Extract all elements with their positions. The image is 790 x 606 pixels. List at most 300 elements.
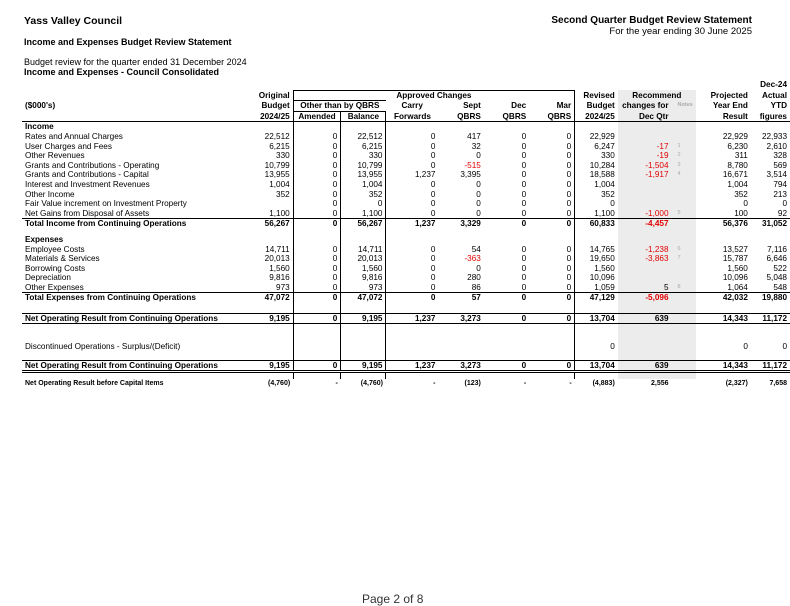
cell-proj: 14,343 xyxy=(696,360,751,372)
table-row xyxy=(22,264,790,274)
cell-act: 5,048 xyxy=(766,273,787,283)
cell-mar: 0 xyxy=(529,219,574,229)
cell-sept: 280 xyxy=(467,273,481,283)
cell-mar xyxy=(529,342,574,352)
header-row-4 xyxy=(22,111,790,122)
cell-cf: 0 xyxy=(386,161,438,171)
cell-mar: 0 xyxy=(529,360,574,372)
cell-note xyxy=(672,293,696,303)
cell-proj: 15,787 xyxy=(722,254,748,264)
recommend-header-2: changes for xyxy=(618,101,672,112)
cell-proj: (2,327) xyxy=(725,380,748,388)
cell-rec xyxy=(618,190,672,200)
cell-mar: 0 xyxy=(529,180,574,190)
cell-rev: 14,765 xyxy=(589,244,615,254)
cell-rev: 1,004 xyxy=(594,179,615,189)
cell-mar: 0 xyxy=(529,142,574,152)
cell-rev: 1,100 xyxy=(594,208,615,218)
cell-sept: 0 xyxy=(476,208,481,218)
cell-note: 1 xyxy=(672,142,696,152)
cell-act: 11,172 xyxy=(751,360,790,372)
cell-orig: 973 xyxy=(276,282,290,292)
cell-note xyxy=(672,379,696,389)
table-row xyxy=(22,180,790,190)
cell-mar: 0 xyxy=(529,199,574,209)
cell-dec: 0 xyxy=(521,179,527,189)
header-row-2 xyxy=(22,90,790,101)
cell-orig: 56,267 xyxy=(246,219,293,229)
cell-rev: 1,560 xyxy=(594,263,615,273)
actual-header: Actual xyxy=(761,90,787,100)
cell-cf: 0 xyxy=(386,293,438,303)
cell-note: 5 xyxy=(672,209,696,219)
cell-cf: 1,237 xyxy=(386,219,438,229)
cell-orig: 9,195 xyxy=(246,360,293,372)
cell-sept xyxy=(438,342,483,352)
row-label: Discontinued Operations - Surplus/(Deficit) xyxy=(25,342,181,352)
row-label: Net Operating Result from Continuing Operations xyxy=(22,313,246,324)
mar-header-2: QBRS xyxy=(529,111,574,122)
cell-rev: 60,833 xyxy=(575,219,618,229)
cell-act: 0 xyxy=(782,199,787,209)
cell-orig: 22,512 xyxy=(264,131,290,141)
cell-dec: 0 xyxy=(521,131,527,141)
cell-cf: 0 xyxy=(386,180,438,190)
cell-note xyxy=(672,273,696,283)
table-row xyxy=(22,254,790,264)
cell-amend xyxy=(293,342,341,352)
table-row xyxy=(22,209,790,219)
revised-header-3: 2024/25 xyxy=(575,111,618,122)
original-header-2: Budget xyxy=(261,101,290,111)
cell-bal: 9,195 xyxy=(341,313,386,324)
cell-proj: 1,064 xyxy=(727,282,748,292)
cell-sept: 3,273 xyxy=(438,313,483,324)
cell-act: 213 xyxy=(773,189,787,199)
cell-rec xyxy=(618,199,672,209)
year-ending: For the year ending 30 June 2025 xyxy=(609,26,752,37)
cell-orig: 1,100 xyxy=(269,208,290,218)
cell-rev: 13,704 xyxy=(575,360,618,372)
table-row xyxy=(22,151,790,161)
cell-act: 6,646 xyxy=(766,254,787,264)
cell-sept: 3,329 xyxy=(438,219,483,229)
review-period: Budget review for the quarter ended 31 December 2024 xyxy=(24,57,247,67)
revised-header-2: Budget xyxy=(586,101,615,111)
cell-sept: 57 xyxy=(438,293,483,303)
dec-header-2: QBRS xyxy=(484,111,529,122)
cell-note xyxy=(672,313,696,324)
cell-note xyxy=(672,180,696,190)
cell-orig: 352 xyxy=(276,189,290,199)
cell-sept: 417 xyxy=(467,131,481,141)
amended-header: Amended xyxy=(293,111,341,122)
cell-mar: 0 xyxy=(529,283,574,293)
cell-proj: 0 xyxy=(743,199,748,209)
mar-header: Mar xyxy=(529,101,574,112)
row-label: Other Income xyxy=(25,189,75,199)
cell-mar: 0 xyxy=(529,132,574,142)
cell-act: 3,514 xyxy=(766,170,787,180)
table-row xyxy=(22,161,790,171)
cell-proj: 10,096 xyxy=(722,273,748,283)
cell-bal: 14,711 xyxy=(341,245,386,255)
row-label: Interest and Investment Revenues xyxy=(25,179,150,189)
cell-rec: 5 xyxy=(618,283,672,293)
cell-proj: 13,527 xyxy=(722,244,748,254)
row-label: Net Gains from Disposal of Assets xyxy=(25,208,150,218)
cell-orig: 20,013 xyxy=(264,254,290,264)
cell-amend: 0 xyxy=(293,142,341,152)
cell-note: 2 xyxy=(672,151,696,161)
table-row xyxy=(22,190,790,200)
cell-amend: 0 xyxy=(293,132,341,142)
cell-proj: 0 xyxy=(743,342,748,352)
cell-amend: 0 xyxy=(293,293,341,303)
cell-cf: 0 xyxy=(386,254,438,264)
cell-dec: 0 xyxy=(521,254,527,264)
cell-cf: 0 xyxy=(386,283,438,293)
cell-orig: 330 xyxy=(276,151,290,161)
cell-dec: 0 xyxy=(521,282,527,292)
statement-title: Income and Expenses Budget Review Statement xyxy=(24,37,232,47)
cell-rec: -1,504 xyxy=(618,161,672,171)
cell-mar: 0 xyxy=(529,151,574,161)
cell-act: 7,658 xyxy=(769,380,787,388)
cell-act: 328 xyxy=(773,151,787,161)
header-row-3 xyxy=(22,101,790,112)
cell-rec: -1,000 xyxy=(618,209,672,219)
table-row xyxy=(22,283,790,293)
cell-rev: 47,129 xyxy=(575,293,618,303)
cell-orig: 10,799 xyxy=(264,160,290,170)
section-heading: Income xyxy=(25,122,54,132)
total-expenses-row xyxy=(22,293,790,303)
cell-cf: 0 xyxy=(386,264,438,274)
projected-header: Projected xyxy=(710,90,748,100)
cell-dec: 0 xyxy=(484,360,529,372)
actual-header-3: figures xyxy=(751,111,790,122)
cell-note: 3 xyxy=(672,161,696,171)
cell-rec: -17 xyxy=(618,142,672,152)
cell-rec: 639 xyxy=(618,313,672,324)
cell-rev: 13,704 xyxy=(575,313,618,324)
cell-bal: 1,560 xyxy=(341,264,386,274)
cell-amend: 0 xyxy=(293,151,341,161)
cell-cf: 0 xyxy=(386,273,438,283)
carry-header: Carry xyxy=(401,101,423,111)
recommend-header-3: Dec Qtr xyxy=(618,111,672,122)
cell-act: 22,933 xyxy=(761,131,787,141)
cell-act: 569 xyxy=(773,160,787,170)
cell-orig: 9,816 xyxy=(269,273,290,283)
cell-sept: -515 xyxy=(464,160,481,170)
table-row xyxy=(22,199,790,209)
cell-dec: 0 xyxy=(521,244,527,254)
cell-sept: 0 xyxy=(476,179,481,189)
cell-cf: - xyxy=(433,380,436,388)
cell-bal: 20,013 xyxy=(341,254,386,264)
cell-act: 794 xyxy=(773,179,787,189)
row-label: Total Expenses from Continuing Operations xyxy=(22,293,246,303)
cell-sept: 0 xyxy=(476,199,481,209)
cell-orig: 1,004 xyxy=(269,179,290,189)
cell-orig: 47,072 xyxy=(246,293,293,303)
cell-act: 11,172 xyxy=(751,313,790,324)
cell-dec: 0 xyxy=(521,160,527,170)
cell-bal: 330 xyxy=(341,151,386,161)
cell-sept: -363 xyxy=(464,254,481,264)
net-result-row xyxy=(22,313,790,324)
cell-bal: 9,816 xyxy=(341,273,386,283)
cell-orig xyxy=(246,342,293,352)
cell-act: 19,880 xyxy=(751,293,790,303)
cell-amend: 0 xyxy=(293,199,341,209)
cell-dec: 0 xyxy=(521,170,527,180)
cell-amend: 0 xyxy=(293,254,341,264)
approved-changes-header: Approved Changes xyxy=(293,90,574,101)
cell-mar: 0 xyxy=(529,313,574,324)
cell-sept: 32 xyxy=(471,141,481,151)
cell-sept: (123) xyxy=(464,380,481,388)
page-footer: Page 2 of 8 xyxy=(362,592,424,606)
cell-cf: 0 xyxy=(386,245,438,255)
cell-dec: - xyxy=(523,380,527,388)
cell-rev: 6,247 xyxy=(594,141,615,151)
cell-bal: 13,955 xyxy=(341,170,386,180)
cell-act: 548 xyxy=(773,282,787,292)
original-header: Original xyxy=(258,90,290,100)
cell-cf: 0 xyxy=(386,151,438,161)
cell-cf: 0 xyxy=(386,132,438,142)
row-label: Fair Value increment on Investment Property xyxy=(25,199,187,209)
cell-mar: - xyxy=(569,380,572,388)
row-label: Rates and Annual Charges xyxy=(25,131,123,141)
cell-act: 2,610 xyxy=(766,141,787,151)
cell-mar: 0 xyxy=(529,293,574,303)
actual-header-2: YTD xyxy=(770,101,787,111)
consolidated-title: Income and Expenses - Council Consolidated xyxy=(24,67,220,77)
cell-rev: 18,588 xyxy=(589,170,615,180)
cell-cf: 0 xyxy=(386,142,438,152)
cell-rec: -1,238 xyxy=(618,245,672,255)
table-row xyxy=(22,170,790,180)
before-capital-row xyxy=(22,379,790,389)
section-heading-row xyxy=(22,122,790,132)
sept-header-2: QBRS xyxy=(438,111,483,122)
cell-sept: 86 xyxy=(471,282,481,292)
notes-header: Notes xyxy=(672,101,696,112)
cell-note xyxy=(672,190,696,200)
cell-dec: 0 xyxy=(521,199,527,209)
row-label: Borrowing Costs xyxy=(25,263,86,273)
cell-bal: 973 xyxy=(341,283,386,293)
dec-header: Dec xyxy=(511,101,527,111)
recommend-header: Recommend xyxy=(618,90,696,101)
cell-cf: 0 xyxy=(386,209,438,219)
cell-mar: 0 xyxy=(529,273,574,283)
original-header-3: 2024/25 xyxy=(246,111,293,122)
cell-dec: 0 xyxy=(484,313,529,324)
table-row xyxy=(22,273,790,283)
cell-amend: 0 xyxy=(293,190,341,200)
other-than-qbrs-header: Other than by QBRS xyxy=(293,101,386,112)
cell-amend: 0 xyxy=(293,245,341,255)
cell-cf xyxy=(386,342,438,352)
council-name: Yass Valley Council xyxy=(24,15,123,27)
unit-label: ($000's) xyxy=(25,101,56,111)
cell-bal: (4,760) xyxy=(360,380,383,388)
row-label: Depreciation xyxy=(25,273,71,283)
cell-amend: 0 xyxy=(293,170,341,180)
cell-amend: 0 xyxy=(293,360,341,372)
cell-dec: 0 xyxy=(521,273,527,283)
row-label: Grants and Contributions - Capital xyxy=(25,170,149,180)
table-row xyxy=(22,142,790,152)
spacer-row xyxy=(22,324,790,335)
row-label: Total Income from Continuing Operations xyxy=(22,219,246,229)
cell-dec xyxy=(484,342,529,352)
cell-rec xyxy=(618,264,672,274)
cell-act: 522 xyxy=(773,263,787,273)
cell-cf: 1,237 xyxy=(386,360,438,372)
total-income-row xyxy=(22,219,790,229)
cell-note: 6 xyxy=(672,245,696,255)
carry-header-2: Forwards xyxy=(386,111,438,122)
cell-note: 7 xyxy=(672,254,696,264)
cell-cf: 1,237 xyxy=(386,170,438,180)
cell-rec: -5,096 xyxy=(618,293,672,303)
projected-header-3: Result xyxy=(696,111,751,122)
cell-bal xyxy=(341,342,386,352)
cell-proj: 352 xyxy=(734,189,748,199)
cell-bal: 9,195 xyxy=(341,360,386,372)
cell-proj: 1,560 xyxy=(727,263,748,273)
actual-date-header: Dec-24 xyxy=(760,80,787,90)
cell-rev: 1,059 xyxy=(594,282,615,292)
cell-dec: 0 xyxy=(484,219,529,229)
row-label: Net Operating Result from Continuing Operations xyxy=(22,360,246,372)
cell-note xyxy=(672,219,696,229)
row-label: User Charges and Fees xyxy=(25,141,112,151)
cell-bal: 1,100 xyxy=(341,209,386,219)
cell-bal: 10,799 xyxy=(341,161,386,171)
cell-orig: 14,711 xyxy=(265,244,290,254)
cell-rev: 330 xyxy=(601,151,615,161)
section-heading: Expenses xyxy=(25,234,64,244)
cell-sept: 0 xyxy=(476,263,481,273)
cell-rev: (4,883) xyxy=(592,380,615,388)
cell-bal: 352 xyxy=(341,190,386,200)
cell-proj: 1,004 xyxy=(727,179,748,189)
cell-bal: 6,215 xyxy=(341,142,386,152)
cell-proj: 14,343 xyxy=(696,313,751,324)
cell-amend: 0 xyxy=(293,283,341,293)
cell-orig: 9,195 xyxy=(246,313,293,324)
cell-proj: 22,929 xyxy=(722,131,748,141)
cell-bal: 47,072 xyxy=(341,293,386,303)
cell-orig: (4,760) xyxy=(268,380,291,388)
cell-mar: 0 xyxy=(529,161,574,171)
cell-rec xyxy=(618,273,672,283)
balance-header: Balance xyxy=(341,111,386,122)
cell-dec: 0 xyxy=(521,151,527,161)
cell-amend: 0 xyxy=(293,180,341,190)
cell-cf: 1,237 xyxy=(386,313,438,324)
revised-header: Revised xyxy=(583,90,615,100)
cell-rev: 10,284 xyxy=(589,160,615,170)
cell-bal: 22,512 xyxy=(341,132,386,142)
cell-rec: -1,917 xyxy=(618,170,672,180)
cell-rec: -4,457 xyxy=(618,219,672,229)
cell-dec: 0 xyxy=(521,263,527,273)
cell-orig: 13,955 xyxy=(264,170,290,180)
row-label: Other Revenues xyxy=(25,151,85,161)
cell-amend: 0 xyxy=(293,161,341,171)
cell-bal: 56,267 xyxy=(341,219,386,229)
cell-rec xyxy=(618,342,672,352)
cell-rev: 352 xyxy=(601,189,615,199)
section-heading-row xyxy=(22,235,790,245)
cell-amend: 0 xyxy=(293,313,341,324)
spacer-row xyxy=(22,372,790,380)
cell-orig xyxy=(246,199,293,209)
cell-mar: 0 xyxy=(529,264,574,274)
cell-note: 4 xyxy=(672,170,696,180)
cell-mar: 0 xyxy=(529,209,574,219)
cell-rec xyxy=(618,180,672,190)
cell-rev: 0 xyxy=(610,342,615,352)
cell-rec: 2,556 xyxy=(651,380,669,388)
cell-dec: 0 xyxy=(521,189,527,199)
sept-header: Sept xyxy=(463,101,481,111)
cell-bal: 0 xyxy=(341,199,386,209)
spacer-row xyxy=(22,334,790,342)
cell-sept: 0 xyxy=(476,189,481,199)
cell-note xyxy=(672,360,696,372)
cell-rec: -3,863 xyxy=(618,254,672,264)
cell-rev: 22,929 xyxy=(589,131,615,141)
projected-header-2: Year End xyxy=(712,101,748,111)
cell-sept: 3,395 xyxy=(460,170,481,180)
cell-proj: 8,780 xyxy=(727,160,748,170)
cell-note xyxy=(672,264,696,274)
cell-mar: 0 xyxy=(529,170,574,180)
cell-orig: 1,560 xyxy=(269,263,290,273)
discontinued-row xyxy=(22,342,790,352)
cell-note xyxy=(672,342,696,352)
header-row-1 xyxy=(22,80,790,90)
cell-proj: 16,671 xyxy=(722,170,748,180)
cell-dec: 0 xyxy=(521,141,527,151)
cell-mar: 0 xyxy=(529,254,574,264)
net-result-row-2 xyxy=(22,360,790,372)
row-label: Employee Costs xyxy=(25,244,85,254)
row-label: Grants and Contributions - Operating xyxy=(25,160,160,170)
cell-proj: 311 xyxy=(734,151,748,161)
cell-rec: -19 xyxy=(618,151,672,161)
cell-mar: 0 xyxy=(529,190,574,200)
cell-proj: 42,032 xyxy=(696,293,751,303)
cell-sept: 3,273 xyxy=(438,360,483,372)
cell-rec: 639 xyxy=(618,360,672,372)
cell-note xyxy=(672,132,696,142)
cell-proj: 6,230 xyxy=(727,141,748,151)
cell-act: 92 xyxy=(777,208,787,218)
row-label: Net Operating Result before Capital Items xyxy=(25,380,164,388)
row-label: Materials & Services xyxy=(25,254,100,264)
cell-sept: 54 xyxy=(471,244,481,254)
